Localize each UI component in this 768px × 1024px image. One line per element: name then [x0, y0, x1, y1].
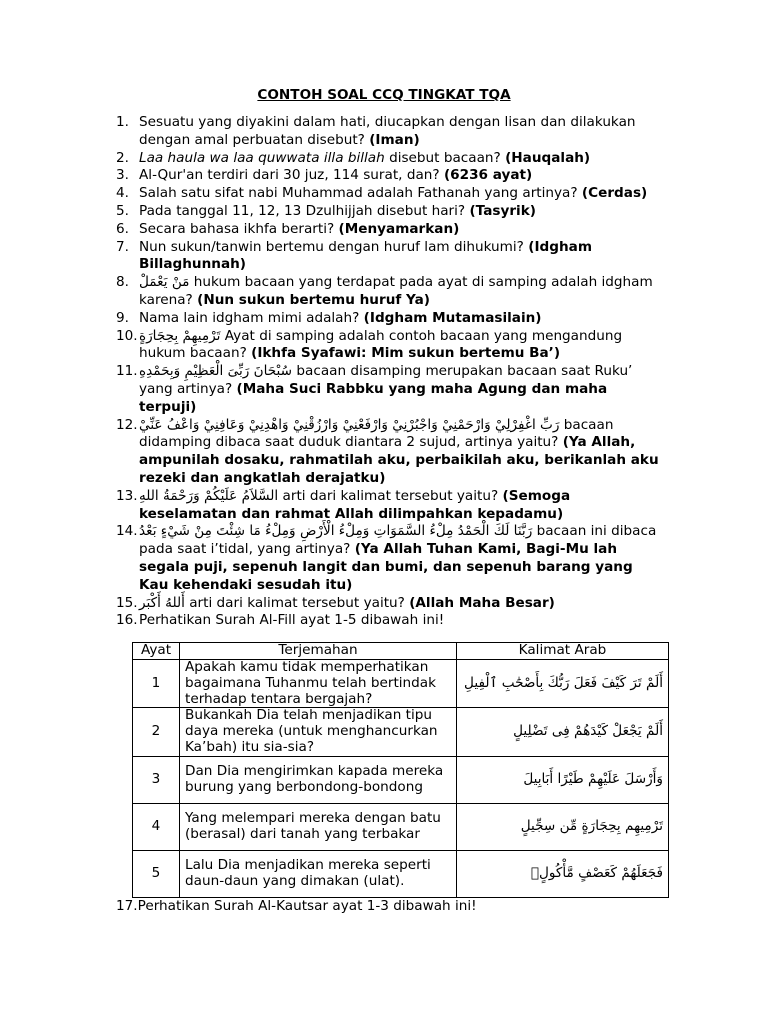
- question-item-17: [116, 898, 477, 916]
- question-text: arti dari kalimat tersebut yaitu?: [184, 594, 410, 611]
- question-answer: (Maha Suci Rabbku yang maha Agung dan maha terpuji): [139, 380, 608, 415]
- question-answer: (Cerdas): [581, 185, 648, 202]
- question-text: Pada tanggal 11, 12, 13 Dzulhijjah disebut hari?: [139, 202, 470, 219]
- arabic-cell: فَجَعَلَهُمْ كَعَصْفٍ مَّأْكُولٍۭ: [457, 850, 669, 897]
- question-item-2: [116, 150, 661, 168]
- question-text: Sesuatu yang diyakini dalam hati, diucapkan dengan lisan dan dilakukan dengan amal perbuatan disebut?: [139, 114, 636, 148]
- terjemahan-cell: Yang melempari mereka dengan batu (berasal) dari tanah yang terbakar: [180, 803, 457, 850]
- question-number: 2.: [116, 149, 129, 166]
- question-answer: (Idgham Mutamasilain): [363, 309, 542, 326]
- question-answer: (Idgham Billaghunnah): [139, 238, 592, 273]
- question-answer: (Semoga keselamatan dan rahmat Allah dilimpahkan kepadamu): [139, 487, 571, 522]
- question-number: 7.: [116, 238, 129, 255]
- question-number: 6.: [116, 220, 129, 237]
- terjemahan-cell: Apakah kamu tidak memperhatikan bagaimana Tuhanmu telah bertindak terhadap tentara bergajah?: [180, 660, 457, 708]
- table-header-row: [133, 643, 669, 660]
- question-answer: (Menyamarkan): [338, 220, 460, 237]
- question-text: bacaan didamping dibaca saat duduk diantara 2 sujud, artinya yaitu?: [139, 416, 614, 451]
- question-text: Secara bahasa ikhfa berarti?: [139, 220, 339, 237]
- question-number: 3.: [116, 167, 129, 184]
- page-title: CONTOH SOAL CCQ TINGKAT TQA: [257, 87, 511, 103]
- question-text: bacaan ini dibaca pada saat i’tidal, yang artinya?: [139, 523, 657, 558]
- table-row: [133, 803, 669, 850]
- ayat-number: 3: [133, 756, 180, 803]
- question-number: 1.: [116, 114, 129, 130]
- terjemahan-cell: Bukankah Dia telah menjadikan tipu daya mereka (untuk menghancurkan Ka’bah) itu sia-sia?: [180, 708, 457, 756]
- question-item-6: [116, 221, 661, 239]
- surah-al-fil-table: [132, 642, 669, 898]
- question-item-13: [116, 488, 661, 524]
- arabic-cell: أَلَمْ تَرَ كَيْفَ فَعَلَ رَبُّكَ بِأَصْحَٰبِ ٱلْفِيلِ: [457, 660, 669, 708]
- table-row: [133, 708, 669, 756]
- question-answer: (Ya Allah, ampunilah dosaku, rahmatilah aku, perbaikilah aku, berikanlah aku rezeki dan angkatlah derajatku): [139, 434, 659, 486]
- question-item-9: [116, 310, 661, 328]
- question-number: 4.: [116, 185, 129, 202]
- question-answer: (Nun sukun bertemu huruf Ya): [197, 291, 430, 308]
- question-item-12: [116, 417, 661, 488]
- table-row: [133, 850, 669, 897]
- question-number: 15.: [116, 594, 138, 611]
- arabic-text: أَللهُ أَكْبَر: [139, 594, 185, 611]
- question-item-7: [116, 239, 661, 275]
- question-item-11: [116, 363, 661, 416]
- header-terjemahan: Terjemahan: [180, 643, 457, 660]
- arabic-text: تَرْمِيهِمْ بِحِجَارَةٍ: [139, 327, 221, 344]
- arabic-text: مَنْ يَعْمَلْ: [139, 274, 190, 291]
- question-item-8: [116, 274, 661, 310]
- arabic-text: رَبِّ اغْفِرْلِيْ وَارْحَمْنِيْ وَاجْبُرْنِيْ وَارْفَعْنِيْ وَارْزُقْنِيْ وَاهْدِنِيْ وَعَافِنِيْ وَاعْفُ عَنِّيْ: [139, 416, 560, 433]
- terjemahan-cell: Dan Dia mengirimkan kapada mereka burung yang berbondong-bondong: [180, 756, 457, 803]
- question-item-15: [116, 595, 661, 613]
- question-text: bacaan disamping merupakan bacaan saat Ruku’ yang artinya?: [139, 363, 633, 397]
- question-number: 12.: [116, 416, 138, 433]
- question-answer: (Allah Maha Besar): [409, 594, 555, 611]
- question-text: Perhatikan Surah Al-Fill ayat 1-5 dibawah ini!: [139, 612, 445, 629]
- question-text: Ayat di samping adalah contoh bacaan yang mengandung hukum bacaan?: [139, 327, 623, 362]
- question-text: Salah satu sifat nabi Muhammad adalah Fathanah yang artinya?: [139, 185, 582, 202]
- question-answer: (Iman): [369, 131, 420, 148]
- question-number: 9.: [116, 309, 129, 326]
- question-item-4: [116, 185, 661, 203]
- question-item-5: [116, 203, 661, 221]
- question-number: 8.: [116, 274, 129, 291]
- arabic-text: السَّلاَمُ عَلَيْكُمْ وَرَحْمَةُ اللهِ: [139, 487, 279, 504]
- table-row: [133, 756, 669, 803]
- question-answer: (6236 ayat): [443, 167, 533, 184]
- question-number: 11.: [116, 363, 138, 380]
- question-item-1: [116, 114, 661, 150]
- question-text: Nama lain idgham mimi adalah?: [139, 309, 364, 326]
- question-answer: (Tasyrik): [469, 202, 536, 219]
- question-italic-text: Laa haula wa laa quwwata illa billah: [139, 149, 385, 166]
- ayat-number: 1: [133, 660, 180, 708]
- ayat-number: 5: [133, 850, 180, 897]
- question-item-16: [116, 612, 661, 630]
- question-text: arti dari kalimat tersebut yaitu?: [278, 487, 503, 504]
- question-item-3: [116, 167, 661, 185]
- question-number: 16.: [116, 612, 138, 629]
- question-text: Perhatikan Surah Al-Kautsar ayat 1-3 dibawah ini!: [137, 898, 477, 914]
- header-kalimat-arab: Kalimat Arab: [457, 643, 669, 660]
- table-row: [133, 660, 669, 708]
- arabic-cell: تَرْمِيهِم بِحِجَارَةٍ مِّن سِجِّيلٍ: [457, 803, 669, 850]
- question-number: 13.: [116, 487, 138, 504]
- question-item-14: [116, 523, 661, 594]
- question-item-10: [116, 328, 661, 364]
- ayat-number: 4: [133, 803, 180, 850]
- question-text: disebut bacaan?: [384, 149, 506, 166]
- arabic-text: سُبْحَانَ رَبِّىَ الْعَظِيْمِ وَبِحَمْدِهِ: [139, 363, 293, 380]
- header-ayat: Ayat: [133, 643, 180, 660]
- arabic-cell: وَأَرْسَلَ عَلَيْهِمْ طَيْرًا أَبَابِيلَ: [457, 756, 669, 803]
- question-text: Al-Qur'an terdiri dari 30 juz, 114 surat, dan?: [139, 167, 444, 184]
- question-text: hukum bacaan yang terdapat pada ayat di samping adalah idgham karena?: [139, 274, 653, 308]
- question-answer: (Ikhfa Syafawi: Mim sukun bertemu Ba’): [251, 345, 561, 362]
- question-number: 17.: [116, 898, 138, 914]
- question-list: [116, 114, 661, 630]
- arabic-cell: أَلَمْ يَجْعَلْ كَيْدَهُمْ فِى تَضْلِيلٍ: [457, 708, 669, 756]
- question-answer: (Hauqalah): [505, 149, 591, 166]
- question-number: 14.: [116, 523, 138, 540]
- question-answer: (Ya Allah Tuhan Kami, Bagi-Mu lah segala puji, sepenuh langit dan bumi, dan sepenuh barang yang Kau kehendaki sesudah itu): [139, 541, 633, 593]
- ayat-number: 2: [133, 708, 180, 756]
- question-number: 10.: [116, 327, 138, 344]
- question-number: 5.: [116, 202, 129, 219]
- terjemahan-cell: Lalu Dia menjadikan mereka seperti daun-daun yang dimakan (ulat).: [180, 850, 457, 897]
- question-text: Nun sukun/tanwin bertemu dengan huruf lam dihukumi?: [139, 238, 529, 255]
- arabic-text: رَبَّنَا لَكَ الْحَمْدُ مِلْءُ السَّمَوَاتِ وَمِلْءُ الْأَرْضِ وَمِلْءُ مَا شِئْتَ مِنْ شَيْءٍ بَعْدُ: [139, 523, 533, 540]
